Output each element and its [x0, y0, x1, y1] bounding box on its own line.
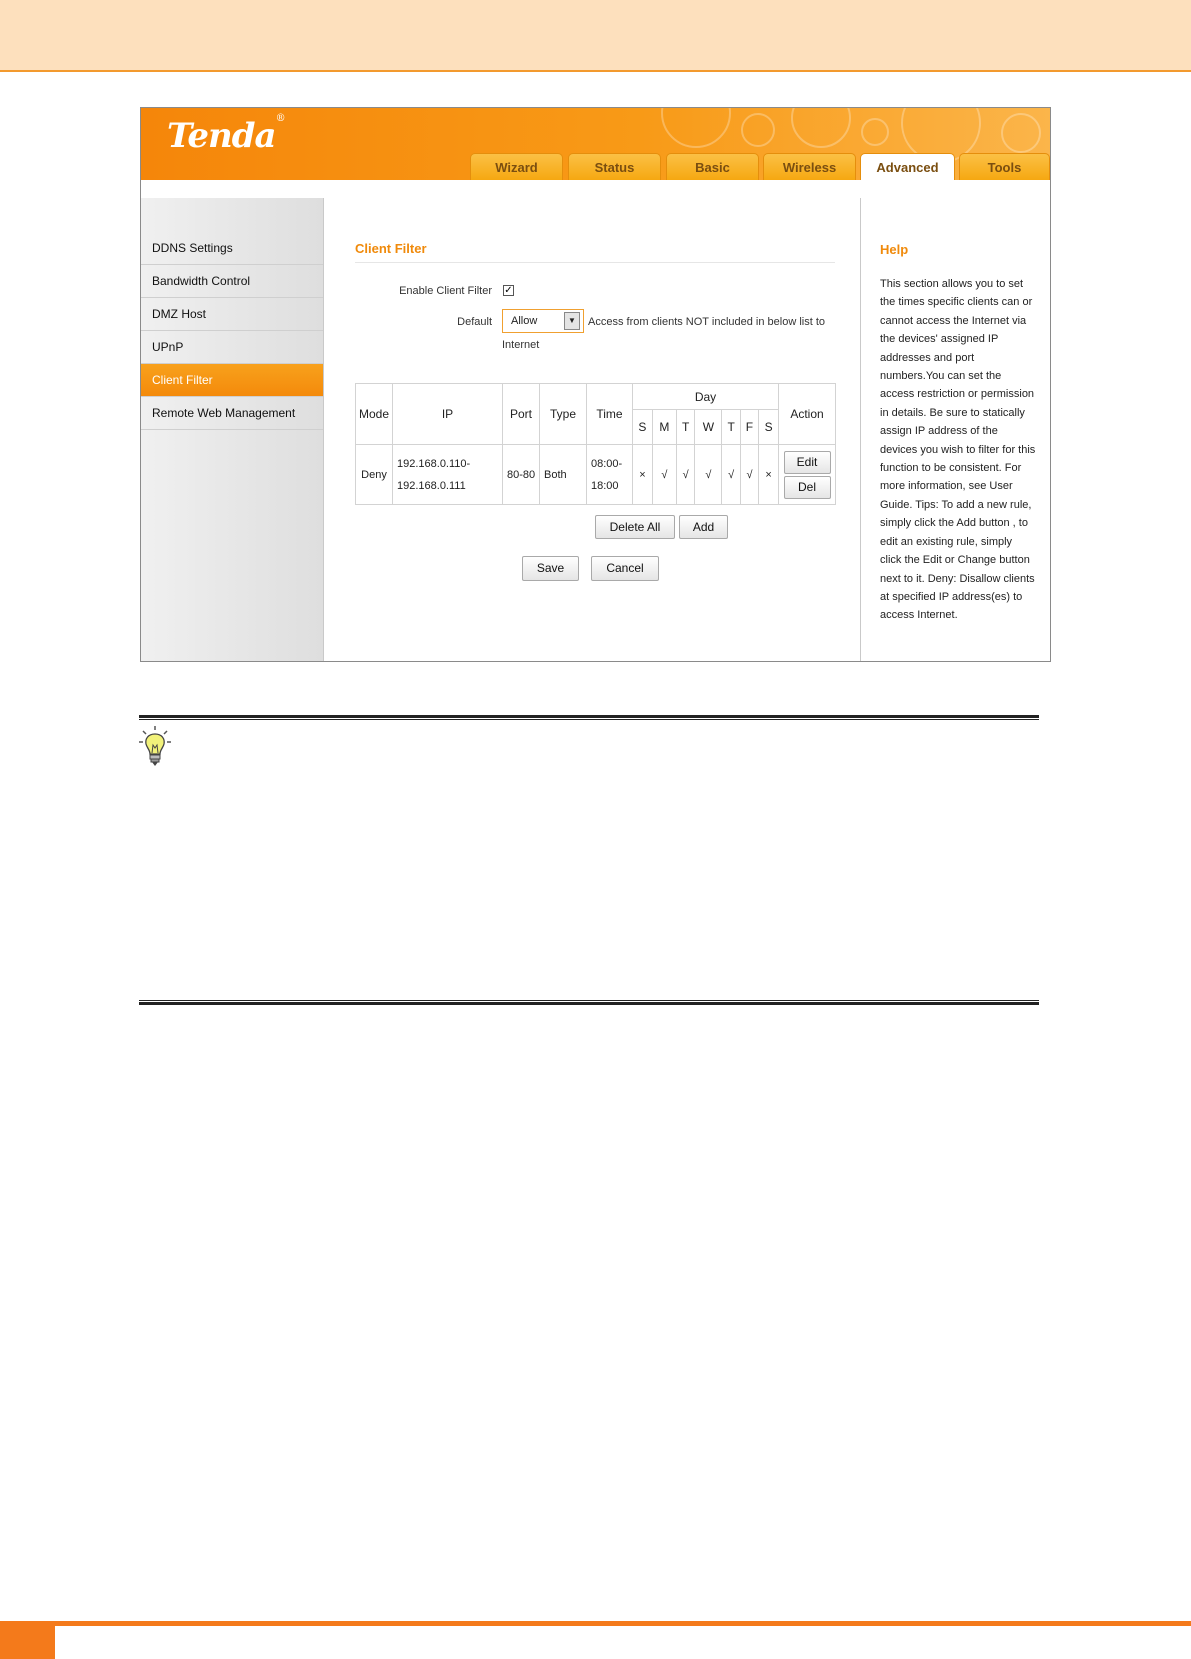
col-time: Time — [587, 384, 633, 445]
rule-mode: Deny — [356, 445, 393, 505]
title-divider — [355, 262, 835, 263]
edit-rule-button[interactable]: Edit — [784, 451, 831, 474]
note-box-top-rule — [139, 715, 1039, 720]
default-policy-value: Allow — [511, 315, 538, 327]
sidebar-item-bandwidth-control[interactable]: Bandwidth Control — [141, 265, 323, 298]
day-sat: S — [759, 410, 779, 445]
sidebar-item-ddns[interactable]: DDNS Settings — [141, 232, 323, 265]
rule-day-sun: × — [633, 445, 653, 505]
day-thu: T — [722, 410, 740, 445]
save-button[interactable]: Save — [522, 556, 579, 581]
col-action: Action — [779, 384, 836, 445]
tab-wizard[interactable]: Wizard — [470, 153, 563, 180]
rule-port: 80-80 — [503, 445, 540, 505]
document-page-header — [0, 0, 1191, 72]
tab-basic[interactable]: Basic — [666, 153, 759, 180]
sidebar-item-dmz-host[interactable]: DMZ Host — [141, 298, 323, 331]
col-port: Port — [503, 384, 540, 445]
help-text: This section allows you to set the times specific clients can or cannot access the Internet via the devices' assigned IP addresses and port numbers.You can set the access restriction or permission in details. Be sure to statically assign IP address of the devices you wish to filter for this function to be consistent. For more information, see User Guide. Tips: To add a new rule, simply click the Add button , to edit an existing rule, simply click the Edit or Change button next to it. Deny: Disallow clients at specified IP address(es) to access Internet. — [880, 278, 1036, 622]
sidebar-item-upnp[interactable]: UPnP — [141, 331, 323, 364]
col-ip: IP — [393, 384, 503, 445]
rule-day-thu: √ — [722, 445, 740, 505]
col-mode: Mode — [356, 384, 393, 445]
rule-day-fri: √ — [740, 445, 758, 505]
rule-time: 08:00-18:00 — [587, 445, 633, 505]
tab-wireless[interactable]: Wireless — [763, 153, 856, 180]
client-filter-panel — [328, 198, 858, 662]
enable-client-filter-checkbox[interactable]: ✓ — [504, 285, 513, 296]
delete-rule-button[interactable]: Del — [784, 476, 831, 499]
add-rule-button[interactable]: Add — [679, 515, 728, 539]
tenda-logo: Tenda® — [167, 112, 285, 156]
table-row — [356, 445, 836, 505]
page-title: Client Filter — [355, 241, 427, 256]
day-fri: F — [740, 410, 758, 445]
rule-day-wed: √ — [695, 445, 722, 505]
footer-rule — [0, 1621, 1191, 1626]
main-nav-tabs — [141, 153, 1050, 180]
sidebar-item-client-filter[interactable]: Client Filter — [141, 364, 323, 397]
help-title: Help — [880, 242, 909, 257]
day-mon: M — [652, 410, 676, 445]
chevron-down-icon: ▼ — [564, 312, 580, 330]
rule-day-mon: √ — [652, 445, 676, 505]
delete-all-button[interactable]: Delete All — [595, 515, 675, 539]
tab-advanced[interactable]: Advanced — [860, 153, 955, 180]
day-tue: T — [677, 410, 695, 445]
day-wed: W — [695, 410, 722, 445]
tab-status[interactable]: Status — [568, 153, 661, 180]
day-sun: S — [633, 410, 653, 445]
rule-type: Both — [540, 445, 587, 505]
top-banner — [141, 108, 1050, 180]
sidebar — [141, 198, 324, 662]
router-ui-screenshot — [140, 107, 1051, 662]
note-box-bottom-rule — [139, 1000, 1039, 1005]
tab-tools[interactable]: Tools — [959, 153, 1050, 180]
rule-day-tue: √ — [677, 445, 695, 505]
footer-page-tab — [0, 1626, 55, 1659]
lightbulb-tip-icon — [138, 725, 172, 769]
client-filter-rules-table — [355, 383, 836, 505]
rule-ip: 192.168.0.110-192.168.0.111 — [393, 445, 503, 505]
cancel-button[interactable]: Cancel — [591, 556, 659, 581]
default-label: Default — [457, 316, 492, 328]
help-panel — [860, 198, 1050, 662]
default-policy-description: Access from clients NOT included in below list to Internet — [502, 316, 825, 351]
enable-client-filter-label: Enable Client Filter — [399, 285, 492, 297]
col-type: Type — [540, 384, 587, 445]
rule-day-sat: × — [759, 445, 779, 505]
rule-actions — [779, 445, 836, 505]
sidebar-item-remote-web-management[interactable]: Remote Web Management — [141, 397, 323, 430]
col-day: Day — [633, 384, 779, 410]
